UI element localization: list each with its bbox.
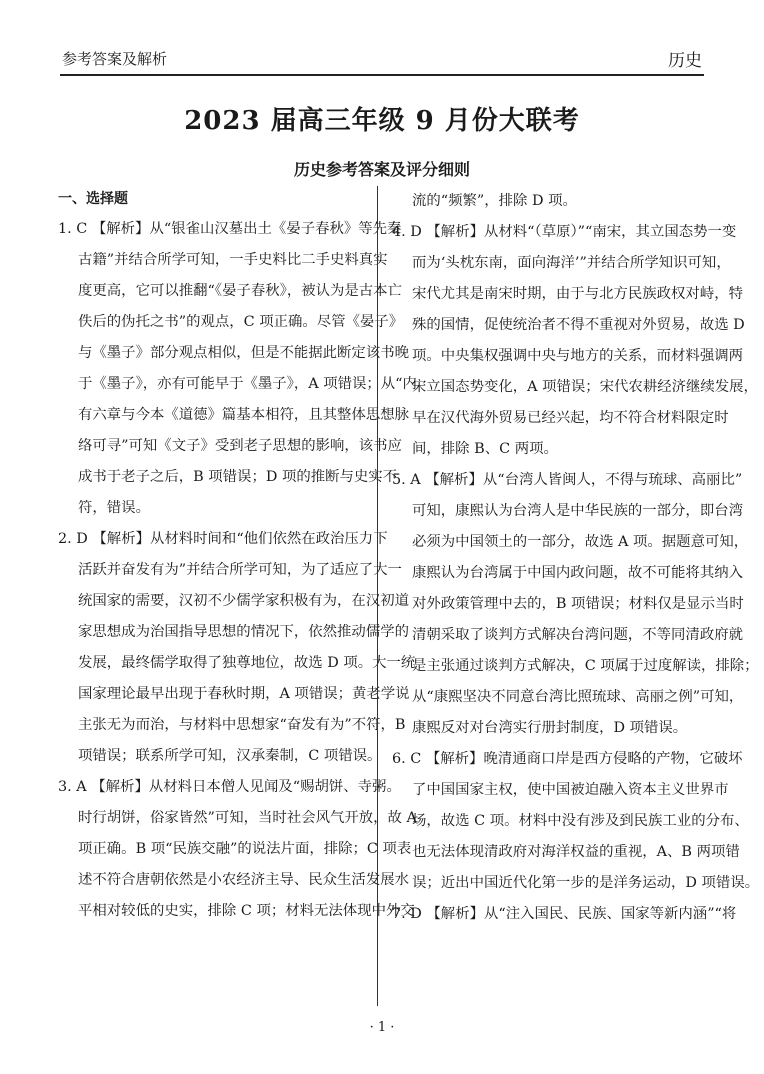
text-line: 1. C 【解析】从“银雀山汉墓出土《晏子春秋》等先秦 — [58, 221, 402, 237]
text-line: 成书于老子之后，B 项错误；D 项的推断与史实不 — [78, 469, 398, 485]
text-line: 清朝采取了谈判方式解决台湾问题，不等同清政府就 — [412, 627, 743, 643]
text-line: 国家理论最早出现于春秋时期，A 项错误；黄老学说 — [78, 686, 410, 702]
text-line: 了中国国家主权，使中国被迫融入资本主义世界市 — [412, 782, 729, 798]
text-line: 误；近出中国近代化第一步的是洋务运动，D 项错误。 — [412, 875, 760, 891]
text-line: 项错误；联系所学可知，汉承秦制，C 项错误。 — [78, 748, 382, 764]
text-line: 宋立国态势变化，A 项错误；宋代农耕经济继续发展， — [412, 379, 758, 395]
column-divider — [377, 186, 378, 1006]
document-title: 2023 届高三年级 9 月份大联考 — [184, 106, 580, 136]
text-line: 与《墨子》部分观点相似，但是不能据此断定该书晚 — [78, 345, 409, 361]
document-subtitle: 历史参考答案及评分细则 — [293, 160, 470, 179]
text-line: 4. D 【解析】从材料“（草原）”“南宋，其立国态势一变 — [392, 224, 737, 240]
right-column — [392, 186, 760, 930]
page-number: · 1 · — [369, 1020, 395, 1035]
text-line: 流的“频繁”，排除 D 项。 — [412, 193, 577, 209]
text-line: 发展，最终儒学取得了独尊地位，故选 D 项。大一统 — [78, 655, 416, 671]
left-column — [58, 186, 417, 927]
text-line: 述不符合唐朝依然是小农经济主导、民众生活发展水 — [78, 872, 409, 888]
text-line: 对外政策管理中去的，B 项错误；材料仅是显示当时 — [412, 596, 744, 612]
text-line: 符，错误。 — [78, 500, 150, 516]
text-line: 度更高，它可以推翻“《晏子春秋》，被认为是古本亡 — [78, 283, 402, 299]
header-left-text: 参考答案及解析 — [62, 50, 168, 68]
header-subject: 历史 — [668, 51, 702, 71]
text-line: 从“康熙坚决不同意台湾比照琉球、高丽之例”可知， — [412, 689, 744, 705]
text-line: 必须为中国领土的一部分，故选 A 项。据题意可知， — [412, 534, 749, 550]
text-line: 络可寻”可知《文子》受到老子思想的影响，该书应 — [78, 438, 402, 454]
text-line: 间，排除 B、C 两项。 — [412, 441, 558, 457]
text-line: 也无法体现清政府对海洋权益的重视，A、B 两项错 — [412, 844, 740, 860]
text-line: 宋代尤其是南宋时期，由于与北方民族政权对峙，特 — [412, 286, 743, 302]
text-line: 6. C 【解析】晚清通商口岸是西方侵略的产物，它破坏 — [392, 751, 743, 767]
text-line: 项正确。B 项“民族交融”的说法片面，排除；C 项表 — [78, 841, 412, 857]
text-line: 3. A 【解析】从材料日本僧人见闻及“赐胡饼、寺粥。 — [58, 779, 401, 795]
text-line: 平相对较低的史实，排除 C 项；材料无法体现中外交 — [78, 903, 415, 919]
text-line: 于《墨子》，亦有可能早于《墨子》，A 项错误；从“内 — [78, 376, 417, 392]
text-line: 7. D 【解析】从“注入国民、民族、国家等新内涵”“将 — [392, 906, 737, 922]
text-line: 主张无为而治，与材料中思想家“奋发有为”不符，B — [78, 717, 406, 733]
text-line: 而为‘头枕东南，面向海洋’”并结合所学知识可知， — [412, 255, 731, 271]
text-line: 古籍”并结合所学可知，一手史料比二手史料真实 — [78, 252, 388, 268]
text-line: 有六章与今本《道德》篇基本相符，且其整体思想脉 — [78, 407, 409, 423]
text-line: 5. A 【解析】从“台湾人皆闽人，不得与琉球、高丽比” — [392, 472, 743, 488]
text-line: 2. D 【解析】从材料时间和“他们依然在政治压力下 — [58, 531, 388, 547]
text-line: 统国家的需要，汉初不少儒学家积极有为，在汉初道 — [78, 593, 409, 609]
text-line: 佚后的伪托之书”的观点，C 项正确。尽管《晏子》 — [78, 314, 404, 330]
text-line: 是主张通过谈判方式解决，C 项属于过度解读，排除； — [412, 658, 759, 674]
right-column-text — [392, 186, 760, 930]
text-line: 康熙反对对台湾实行册封制度，D 项错误。 — [412, 720, 688, 736]
text-line: 场，故选 C 项。材料中没有涉及到民族工业的分布、 — [412, 813, 749, 829]
left-column-text — [58, 214, 417, 927]
text-line: 康熙认为台湾属于中国内政问题，故不可能将其纳入 — [412, 565, 743, 581]
text-line: 时行胡饼，俗家皆然”可知，当时社会风气开放，故 A — [78, 810, 417, 826]
text-line: 项。中央集权强调中央与地方的关系，而材料强调两 — [412, 348, 743, 364]
text-line: 殊的国情，促使统治者不得不重视对外贸易，故选 D — [412, 317, 745, 333]
text-line: 家思想成为治国指导思想的情况下，依然推动儒学的 — [78, 624, 409, 640]
text-line: 可知，康熙认为台湾人是中华民族的一部分，即台湾 — [412, 503, 743, 519]
section-heading: 一、选择题 — [58, 191, 128, 207]
page-header — [60, 44, 704, 76]
text-line: 活跃并奋发有为”并结合所学可知，为了适应了大一 — [78, 562, 402, 578]
text-line: 早在汉代海外贸易已经兴起，均不符合材料限定时 — [412, 410, 729, 426]
